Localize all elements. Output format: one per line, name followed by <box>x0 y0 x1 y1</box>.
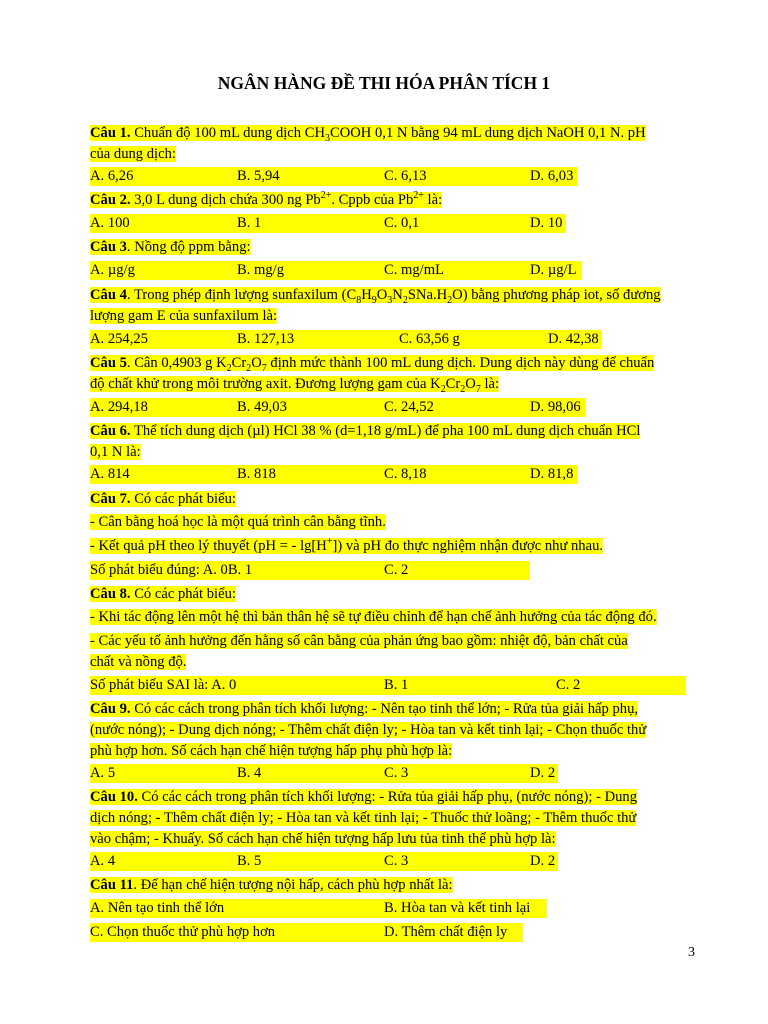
option-a: A. µg/g <box>90 262 135 278</box>
question-3-options <box>90 260 694 281</box>
question-label: Câu 2. <box>90 192 131 208</box>
statement-2: - Kết quả pH theo lý thuyết (pH = - lg[H+]) và pH đo thực nghiệm nhận được như nhau. <box>90 536 604 554</box>
option-a: A. 5 <box>90 765 116 781</box>
question-1-options <box>90 166 694 187</box>
highlight-bar <box>90 398 586 417</box>
option-b: B. 1 <box>237 215 262 231</box>
option-a: A. 254,25 <box>90 331 148 347</box>
option-c: C. 3 <box>384 765 409 781</box>
option-b: B. 818 <box>237 466 276 482</box>
statement-1: - Khi tác động lên một hệ thì bản thân hệ sẽ tự điều chỉnh để hạn chế ảnh hưởng của tác động đó. <box>90 609 657 625</box>
question-label: Câu 6. <box>90 423 131 439</box>
option-c: C. mg/mL <box>384 262 444 278</box>
answer-line: Số phát biểu đúng: A. 0B. 1 <box>90 562 253 578</box>
option-b: B. 5 <box>237 853 262 869</box>
option-a: A. 294,18 <box>90 399 148 415</box>
highlight-bar <box>90 852 558 871</box>
question-8: Câu 8. Có các phát biểu: <box>90 586 236 602</box>
highlight-bar <box>90 167 578 186</box>
option-d: D. µg/L <box>530 262 577 278</box>
question-label: Câu 11 <box>90 877 134 893</box>
statement-1: - Cân bằng hoá học là một quá trình cân bằng tĩnh. <box>90 514 386 530</box>
option-c: C. 24,52 <box>384 399 434 415</box>
question-label: Câu 10. <box>90 789 138 805</box>
question-4: Câu 4. Trong phép định lượng sunfaxilum $(C_8H_9O_3N_2SNa.H_2O)$ bằng phương pháp iot, số đương lượng gam E của sunfaxilum là: <box>90 287 661 324</box>
question-label: Câu 7. <box>90 491 131 507</box>
question-2: Câu 2. 3,0 L dung dịch chứa 300 ng $Pb^{2+}$. Cppb của $Pb^{2+}$ là: <box>90 190 443 208</box>
option-c: C. 0,1 <box>384 215 420 231</box>
option-b: B. 49,03 <box>237 399 287 415</box>
question-8-options <box>90 675 694 696</box>
question-label: Câu 4 <box>90 287 127 303</box>
option-c: C. 8,18 <box>384 466 427 482</box>
question-label: Câu 9. <box>90 701 131 717</box>
option-b: B. mg/g <box>237 262 285 278</box>
question-9: Câu 9. Có các cách trong phân tích khối lượng: - Nên tạo tinh thể lớn; - Rửa tủa giải hấp phụ, (nước nóng); - Dung dịch nóng; - Thêm chất điện ly; - Hòa tan và kết tinh lại; - Chọn thuốc thử phù hợp hơn. Số cách hạn chế hiện tượng hấp phụ phù hợp là: <box>90 701 647 759</box>
option-d: D. Thêm chất điện ly <box>384 924 508 940</box>
page-title: NGÂN HÀNG ĐỀ THI HÓA PHÂN TÍCH 1 <box>217 73 551 93</box>
highlight-bar <box>90 465 578 484</box>
question-7: Câu 7. Có các phát biểu: <box>90 491 236 507</box>
question-4-options <box>90 329 694 350</box>
question-11-options-row-1 <box>90 898 694 919</box>
question-label: Câu 8. <box>90 586 131 602</box>
option-c: C. 6,13 <box>384 168 427 184</box>
option-a: A. 6,26 <box>90 168 134 184</box>
option-d: D. 10 <box>530 215 563 231</box>
option-b: B. 5,94 <box>237 168 280 184</box>
question-label: Câu 3 <box>90 239 127 255</box>
question-11: Câu 11. Để hạn chế hiện tượng nội hấp, cách phù hợp nhất là: <box>90 877 453 893</box>
highlight-bar <box>90 764 558 783</box>
option-c: C. 2 <box>556 677 581 693</box>
question-label: Câu 5 <box>90 355 127 371</box>
option-c: C. 3 <box>384 853 409 869</box>
option-d: D. 2 <box>530 853 556 869</box>
highlight-bar <box>90 214 566 233</box>
question-7-options <box>90 560 694 581</box>
option-b: B. 4 <box>237 765 262 781</box>
question-5-options <box>90 397 694 418</box>
question-10: Câu 10. Có các cách trong phân tích khối lượng: - Rửa tủa giải hấp phụ, (nước nóng); - Dung dịch nóng; - Thêm chất điện ly; - Hòa tan và kết tinh lại; - Thuốc thử loãng; - Thêm thuốc thử vào chậm; - Khuấy. Số cách hạn chế hiện tượng hấp lưu tủa tinh thể phù hợp là: <box>90 789 638 847</box>
option-d: D. 81,8 <box>530 466 574 482</box>
option-a: A. 814 <box>90 466 130 482</box>
statement-2: - Các yếu tố ảnh hưởng đến hằng số cân bằng của phản ứng bao gồm: nhiệt độ, bản chất của chất và nồng độ. <box>90 633 628 670</box>
option-b: B. Hòa tan và kết tinh lại <box>384 900 531 916</box>
option-b: B. 1 <box>384 677 409 693</box>
option-c: C. 63,56 g <box>399 331 460 347</box>
option-b: B. 127,13 <box>237 331 295 347</box>
answer-line: Số phát biểu SAI là: A. 0 <box>90 677 237 693</box>
question-9-options <box>90 763 694 784</box>
option-c: C. 2 <box>384 562 409 578</box>
highlight-bar <box>90 330 602 349</box>
question-10-options <box>90 851 694 872</box>
option-a: A. 4 <box>90 853 116 869</box>
page-number: 3 <box>688 945 695 960</box>
option-c: C. Chọn thuốc thử phù hợp hơn <box>90 924 276 940</box>
question-label: Câu 1. <box>90 125 131 141</box>
question-5: Câu 5. Cân 0,4903 g $K_2Cr_2O_7$ định mức thành 100 mL dung dịch. Dung dịch này dùng để chuẩn độ chất khử trong môi trường axit. Đương lượng gam của $K_2Cr_2O_7$ là: <box>90 355 655 395</box>
option-d: D. 98,06 <box>530 399 581 415</box>
option-d: D. 42,38 <box>548 331 599 347</box>
option-a: A. Nên tạo tinh thể lớn <box>90 900 225 916</box>
question-1: Câu 1. Chuẩn độ 100 mL dung dịch $CH_3COOH$ 0,1 N bằng 94 mL dung dịch NaOH 0,1 N. pH của dung dịch: <box>90 125 646 162</box>
option-a: A. 100 <box>90 215 130 231</box>
question-2-options <box>90 213 694 234</box>
question-11-options-row-2 <box>90 922 694 943</box>
highlight-bar <box>90 261 582 280</box>
question-6-options <box>90 464 694 485</box>
question-3: Câu 3. Nồng độ ppm bằng: <box>90 239 251 255</box>
option-d: D. 6,03 <box>530 168 574 184</box>
option-d: D. 2 <box>530 765 556 781</box>
question-6: Câu 6. Thể tích dung dịch (µl) HCl 38 % (d=1,18 g/mL) để pha 100 mL dung dịch chuẩn HCl 0,1 N là: <box>90 423 641 460</box>
